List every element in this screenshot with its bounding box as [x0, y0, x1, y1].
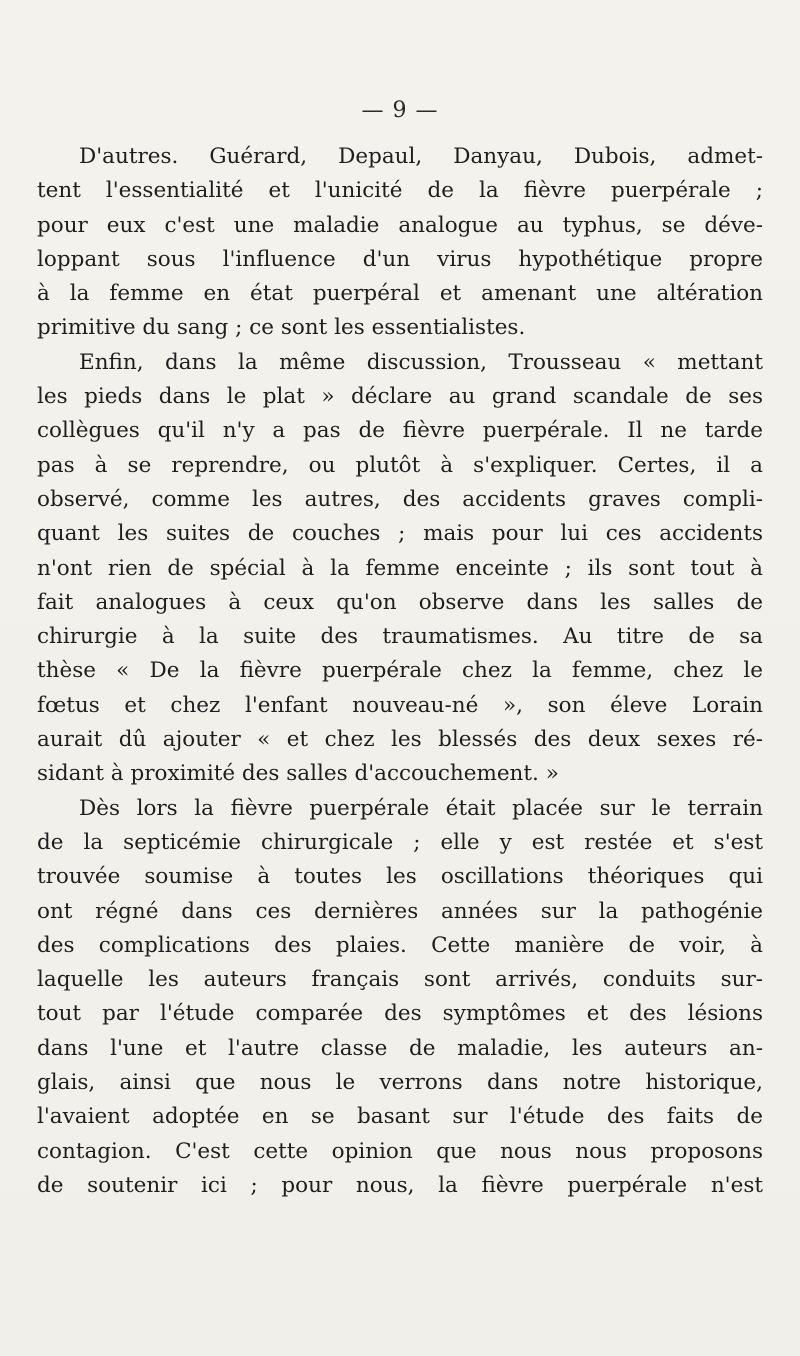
- text-line: pour eux c'est une maladie analogue au typhus, se déve-: [37, 212, 763, 238]
- text-line: n'ont rien de spécial à la femme enceinte ; ils sont tout à: [37, 555, 763, 581]
- text-line: à la femme en état puerpéral et amenant une altération: [37, 281, 763, 307]
- text-line: fœtus et chez l'enfant nouveau-né », son éleve Lorain: [37, 692, 763, 718]
- text-line: Enfin, dans la même discussion, Trousseau « mettant: [79, 349, 763, 375]
- text-line: glais, ainsi que nous le verrons dans notre historique,: [37, 1070, 763, 1096]
- text-line: trouvée soumise à toutes les oscillations théoriques qui: [37, 864, 763, 890]
- text-line: les pieds dans le plat » déclare au grand scandale de ses: [37, 384, 763, 410]
- text-line: primitive du sang ; ce sont les essentialistes.: [37, 315, 526, 341]
- text-line: observé, comme les autres, des accidents graves compli-: [37, 486, 763, 512]
- text-line: sidant à proximité des salles d'accouchement. »: [37, 761, 559, 787]
- text-line: Dès lors la fièvre puerpérale était placée sur le terrain: [79, 795, 763, 821]
- page-number: — 9 —: [361, 98, 439, 123]
- text-line: des complications des plaies. Cette manière de voir, à: [37, 932, 763, 958]
- body-text: [37, 140, 763, 1203]
- text-line: fait analogues à ceux qu'on observe dans les salles de: [37, 589, 763, 615]
- text-line: D'autres. Guérard, Depaul, Danyau, Dubois, admet-: [79, 144, 763, 169]
- text-line: l'avaient adoptée en se basant sur l'étude des faits de: [37, 1104, 763, 1130]
- text-line: chirurgie à la suite des traumatismes. Au titre de sa: [37, 624, 763, 650]
- text-line: contagion. C'est cette opinion que nous nous proposons: [37, 1138, 763, 1164]
- text-line: loppant sous l'influence d'un virus hypothétique propre: [37, 246, 763, 272]
- text-line: quant les suites de couches ; mais pour lui ces accidents: [37, 521, 763, 547]
- text-line: thèse « De la fièvre puerpérale chez la femme, chez le: [37, 658, 763, 684]
- text-line: collègues qu'il n'y a pas de fièvre puerpérale. Il ne tarde: [37, 418, 763, 444]
- text-line: tent l'essentialité et l'unicité de la fièvre puerpérale ;: [37, 178, 763, 204]
- text-line: tout par l'étude comparée des symptômes et des lésions: [37, 1001, 763, 1027]
- text-line: de la septicémie chirurgicale ; elle y est restée et s'est: [37, 829, 763, 855]
- text-line: dans l'une et l'autre classe de maladie, les auteurs an-: [37, 1035, 763, 1061]
- text-line: pas à se reprendre, ou plutôt à s'expliquer. Certes, il a: [37, 452, 763, 478]
- text-line: ont régné dans ces dernières années sur la pathogénie: [37, 898, 763, 924]
- text-line: aurait dû ajouter « et chez les blessés des deux sexes ré-: [37, 727, 763, 753]
- text-line: de soutenir ici ; pour nous, la fièvre puerpérale n'est: [37, 1172, 763, 1198]
- text-line: laquelle les auteurs français sont arrivés, conduits sur-: [37, 967, 763, 993]
